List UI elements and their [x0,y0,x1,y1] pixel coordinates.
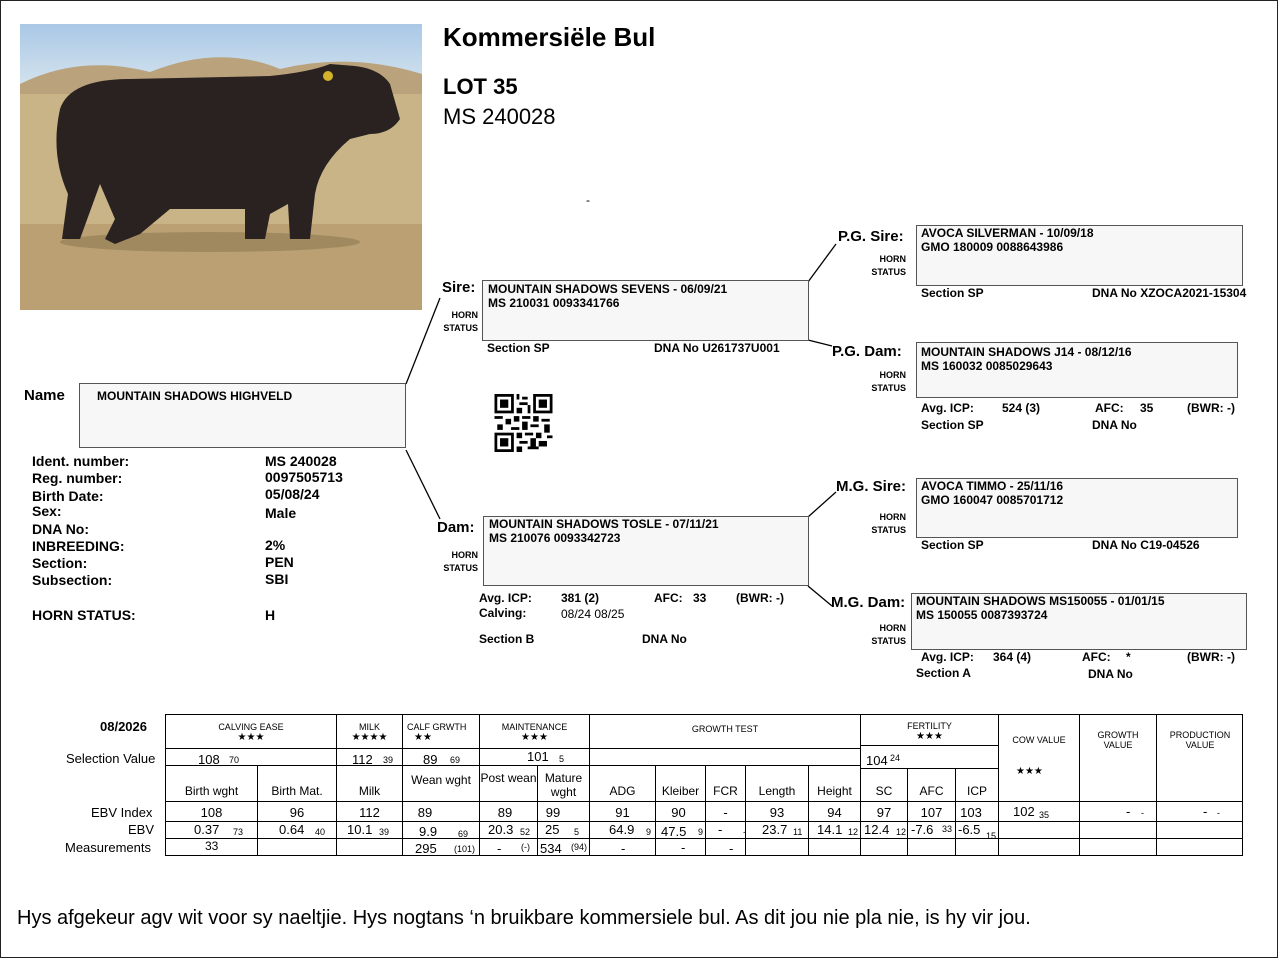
sire-dna: DNA No U261737U001 [654,341,780,355]
status-text: STATUS [443,563,478,573]
ebv-acc: 11 [793,827,803,837]
meas-cell: - [729,841,734,856]
pg-dam-bwr: (BWR: -) [1187,401,1235,415]
horn-text: HORN [451,550,478,560]
ebv-cell: 47.5 [661,824,687,839]
mg-dam-ids: MS 150055 0087393724 [916,608,1048,622]
index-prod: - [1203,804,1208,819]
index-growth: - [1126,804,1131,819]
pg-sire-section: Section SP [921,286,984,300]
meas-acc: (101) [454,844,476,854]
pg-dam-label: P.G. Dam: [832,343,902,360]
mg-dam-bwr: (BWR: -) [1187,650,1235,664]
ebv-acc: 69 [458,829,469,839]
sel-fert-acc: 24 [890,753,901,763]
meas-acc: (-) [521,842,530,852]
ebv-cell: 23.7 [762,822,788,837]
pg-sire-label: P.G. Sire: [838,228,904,245]
col-adg: ADG [609,784,636,798]
ebv-cell: 12.4 [864,822,890,837]
milk-stars-icon: ★★★★ [351,732,388,743]
lot-label: LOT 35 [443,74,518,99]
ebv-acc: - [743,827,746,837]
horn-text: HORN [879,512,906,522]
sel-milk-acc: 39 [383,755,394,765]
index-cell: 107 [920,805,943,820]
ebv-cell: 25 [545,822,560,837]
mg-sire-name: AVOCA TIMMO - 25/11/16 [921,479,1064,493]
field-value: H [265,607,276,623]
dam-calving: 08/24 08/25 [561,607,625,621]
dash-mark: - [586,193,590,207]
index-cell: 90 [671,805,686,820]
index-cell: 108 [200,805,223,820]
dam-icp-label: Avg. ICP: [479,591,532,605]
pg-dam-name: MOUNTAIN SHADOWS J14 - 08/12/16 [921,345,1132,359]
ebv-cell: 10.1 [347,822,373,837]
group-fertility: FERTILITY [907,721,952,731]
ebv-acc: 39 [379,827,390,837]
field-label: Ident. number: [32,453,130,469]
field-value: PEN [265,554,294,570]
ebv-acc: 73 [233,827,244,837]
dam-label: Dam: [437,519,475,536]
footer-comment: Hys afgekeur agv wit voor sy naeltjie. Hys nogtans ‘n bruikbare kommersiele bul. As dit jou nie pla nie, is hy vir jou. [17,907,1031,929]
field-value: Male [265,505,297,521]
ebv-cell: -7.6 [911,822,934,837]
mg-dam-section: Section A [916,666,971,680]
ebv-acc: 12 [848,827,859,837]
ebv-acc: 9 [646,827,652,837]
group-growth-test: GROWTH TEST [691,724,759,734]
field-value: 2% [265,537,286,553]
ebv-cell: 0.64 [279,822,305,837]
ebv-cell: - [718,822,723,837]
dam-dna: DNA No [642,632,687,646]
ebv-acc: 12 [896,827,907,837]
group-maintenance: MAINTENANCE [501,722,568,732]
calving-stars-icon: ★★★ [237,732,265,743]
ebv-cell: 9.9 [419,824,438,839]
col-icp: ICP [966,784,987,798]
ebv-acc: 33 [942,824,953,834]
index-cell: 96 [289,805,305,820]
ebv-cell: 64.9 [609,822,635,837]
index-cell: 89 [417,805,433,820]
field-label: Section: [32,555,88,571]
col-mature-wght: Mature wght [544,771,583,799]
page-title: Kommersiële Bul [443,22,656,52]
dam-name: MOUNTAIN SHADOWS TOSLE - 07/11/21 [489,517,719,531]
meas-cell: 534 [540,841,562,856]
mg-dam-afc: * [1126,650,1131,664]
mg-sire-label: M.G. Sire: [836,478,907,495]
mg-dam-icp: 364 (4) [993,650,1032,664]
ebv-cell: -6.5 [958,822,981,837]
meas-cell: - [621,841,626,856]
lot-number: MS 240028 [443,104,556,129]
pg-sire-ids: GMO 180009 0088643986 [921,240,1064,254]
name-label: Name [24,387,65,404]
index-growth-acc: - [1141,808,1144,818]
index-prod-acc: - [1217,808,1220,818]
meas-acc: (94) [571,842,588,852]
pg-sire-dna: DNA No XZOCA2021-15304 [1092,286,1247,300]
ebv-cell: 0.37 [194,822,220,837]
ebv-cell: 14.1 [817,822,843,837]
col-birth-wght: Birth wght [184,784,239,798]
status-text: STATUS [443,323,478,333]
meas-cell: - [681,840,686,855]
dam-section: Section B [479,632,535,646]
mg-sire-section: Section SP [921,538,984,552]
mg-dam-icp-label: Avg. ICP: [921,650,974,664]
pg-dam-afc: 35 [1140,401,1154,415]
horn-text: HORN [451,310,478,320]
mg-dam-afc-label: AFC: [1082,650,1111,664]
field-label: DNA No: [32,521,90,537]
dam-afc-label: AFC: [654,591,683,605]
sire-label: Sire: [442,279,476,296]
sel-milk: 112 [352,752,373,767]
col-wean-wght: Wean wght [411,773,471,787]
ebv-acc: 40 [315,827,326,837]
pg-dam-afc-label: AFC: [1095,401,1124,415]
col-post-wean: Post wean [480,771,537,785]
sel-calf: 89 [423,752,438,767]
pg-sire-name: AVOCA SILVERMAN - 10/09/18 [921,226,1094,240]
sel-maint-acc: 5 [559,754,565,764]
group-production-value: PRODUCTION VALUE [1169,730,1231,750]
ebv-acc: 5 [574,827,580,837]
index-cell: - [723,805,728,820]
row-label-measurements: Measurements [65,840,151,855]
dam-afc: 33 [693,591,707,605]
index-cell: 91 [615,805,630,820]
field-label: Subsection: [32,572,113,588]
mg-sire-ids: GMO 160047 0085701712 [921,493,1064,507]
col-height: Height [817,784,852,798]
dam-bwr: (BWR: -) [736,591,784,605]
field-label: Reg. number: [32,470,123,486]
group-calving-ease: CALVING EASE [218,722,284,732]
index-cow-acc: 35 [1039,810,1050,820]
index-cell: 94 [827,805,842,820]
col-afc: AFC [919,784,944,798]
status-text: STATUS [871,636,906,646]
group-growth-value: GROWTH VALUE [1097,730,1139,750]
field-label: HORN STATUS: [32,607,136,623]
ebv-acc: 9 [698,827,704,837]
sel-calving: 108 [198,752,220,767]
status-text: STATUS [871,525,906,535]
index-cell: 89 [497,805,513,820]
group-cow-value: COW VALUE [1012,735,1066,745]
status-text: STATUS [871,267,906,277]
index-cell: 97 [876,805,892,820]
index-cell: 103 [960,805,982,820]
index-cow: 102 [1013,804,1035,819]
col-sc: SC [875,784,893,798]
fertility-stars-icon: ★★★ [916,731,943,742]
pg-dam-icp-label: Avg. ICP: [921,401,974,415]
horn-text: HORN [879,370,906,380]
dam-calving-label: Calving: [479,606,527,620]
mg-dam-dna: DNA No [1088,667,1133,681]
index-cell: 93 [769,805,785,820]
ebv-acc: 52 [520,827,531,837]
pg-dam-dna: DNA No [1092,418,1137,432]
col-length: Length [758,784,796,798]
sel-fert: 104 [866,753,888,768]
dam-ids: MS 210076 0093342723 [489,531,621,545]
status-text: STATUS [871,383,906,393]
sire-name: MOUNTAIN SHADOWS SEVENS - 06/09/21 [488,282,728,296]
col-kleiber: Kleiber [661,784,700,798]
index-cell: 99 [545,805,561,820]
mg-sire-dna: DNA No C19-04526 [1092,538,1200,552]
field-label: INBREEDING: [32,538,125,554]
meas-cell: - [497,841,502,856]
col-birth-mat: Birth Mat. [271,784,323,798]
pg-dam-icp: 524 (3) [1002,401,1041,415]
index-cell: 112 [359,805,380,820]
meas-cell: 33 [205,839,219,853]
group-calf-growth: CALF GRWTH [407,722,467,732]
col-fcr: FCR [713,784,738,798]
ebv-acc: 15 [986,831,997,841]
animal-name: MOUNTAIN SHADOWS HIGHVELD [97,389,293,403]
col-milk: Milk [358,784,381,798]
field-value: SBI [265,571,289,587]
row-label-ebv: EBV [128,822,155,837]
dam-icp: 381 (2) [561,591,600,605]
sire-ids: MS 210031 0093341766 [488,296,620,310]
row-label-selection: Selection Value [66,751,156,766]
field-value: 0097505713 [265,469,343,485]
field-label: Sex: [32,503,62,519]
maintenance-stars-icon: ★★★ [521,732,548,743]
cow-value-stars-icon: ★★★ [1016,766,1043,777]
group-milk: MILK [358,722,380,732]
mg-dam-name: MOUNTAIN SHADOWS MS150055 - 01/01/15 [916,594,1165,608]
ebv-cell: 20.3 [488,822,514,837]
pg-dam-section: Section SP [921,418,984,432]
table-date: 08/2026 [100,719,147,734]
horn-text: HORN [879,254,906,264]
sel-calf-acc: 69 [450,755,461,765]
row-label-ebv-index: EBV Index [91,805,153,820]
mg-dam-label: M.G. Dam: [831,594,906,611]
meas-cell: 295 [415,841,437,856]
field-value: 05/08/24 [265,486,320,502]
calf-stars-icon: ★★ [414,732,432,743]
pg-dam-ids: MS 160032 0085029643 [921,359,1053,373]
field-label: Birth Date: [32,488,104,504]
sel-calving-acc: 70 [229,755,240,765]
horn-text: HORN [879,623,906,633]
field-value: MS 240028 [265,453,337,469]
sire-section: Section SP [487,341,550,355]
sel-maint: 101 [527,749,549,764]
